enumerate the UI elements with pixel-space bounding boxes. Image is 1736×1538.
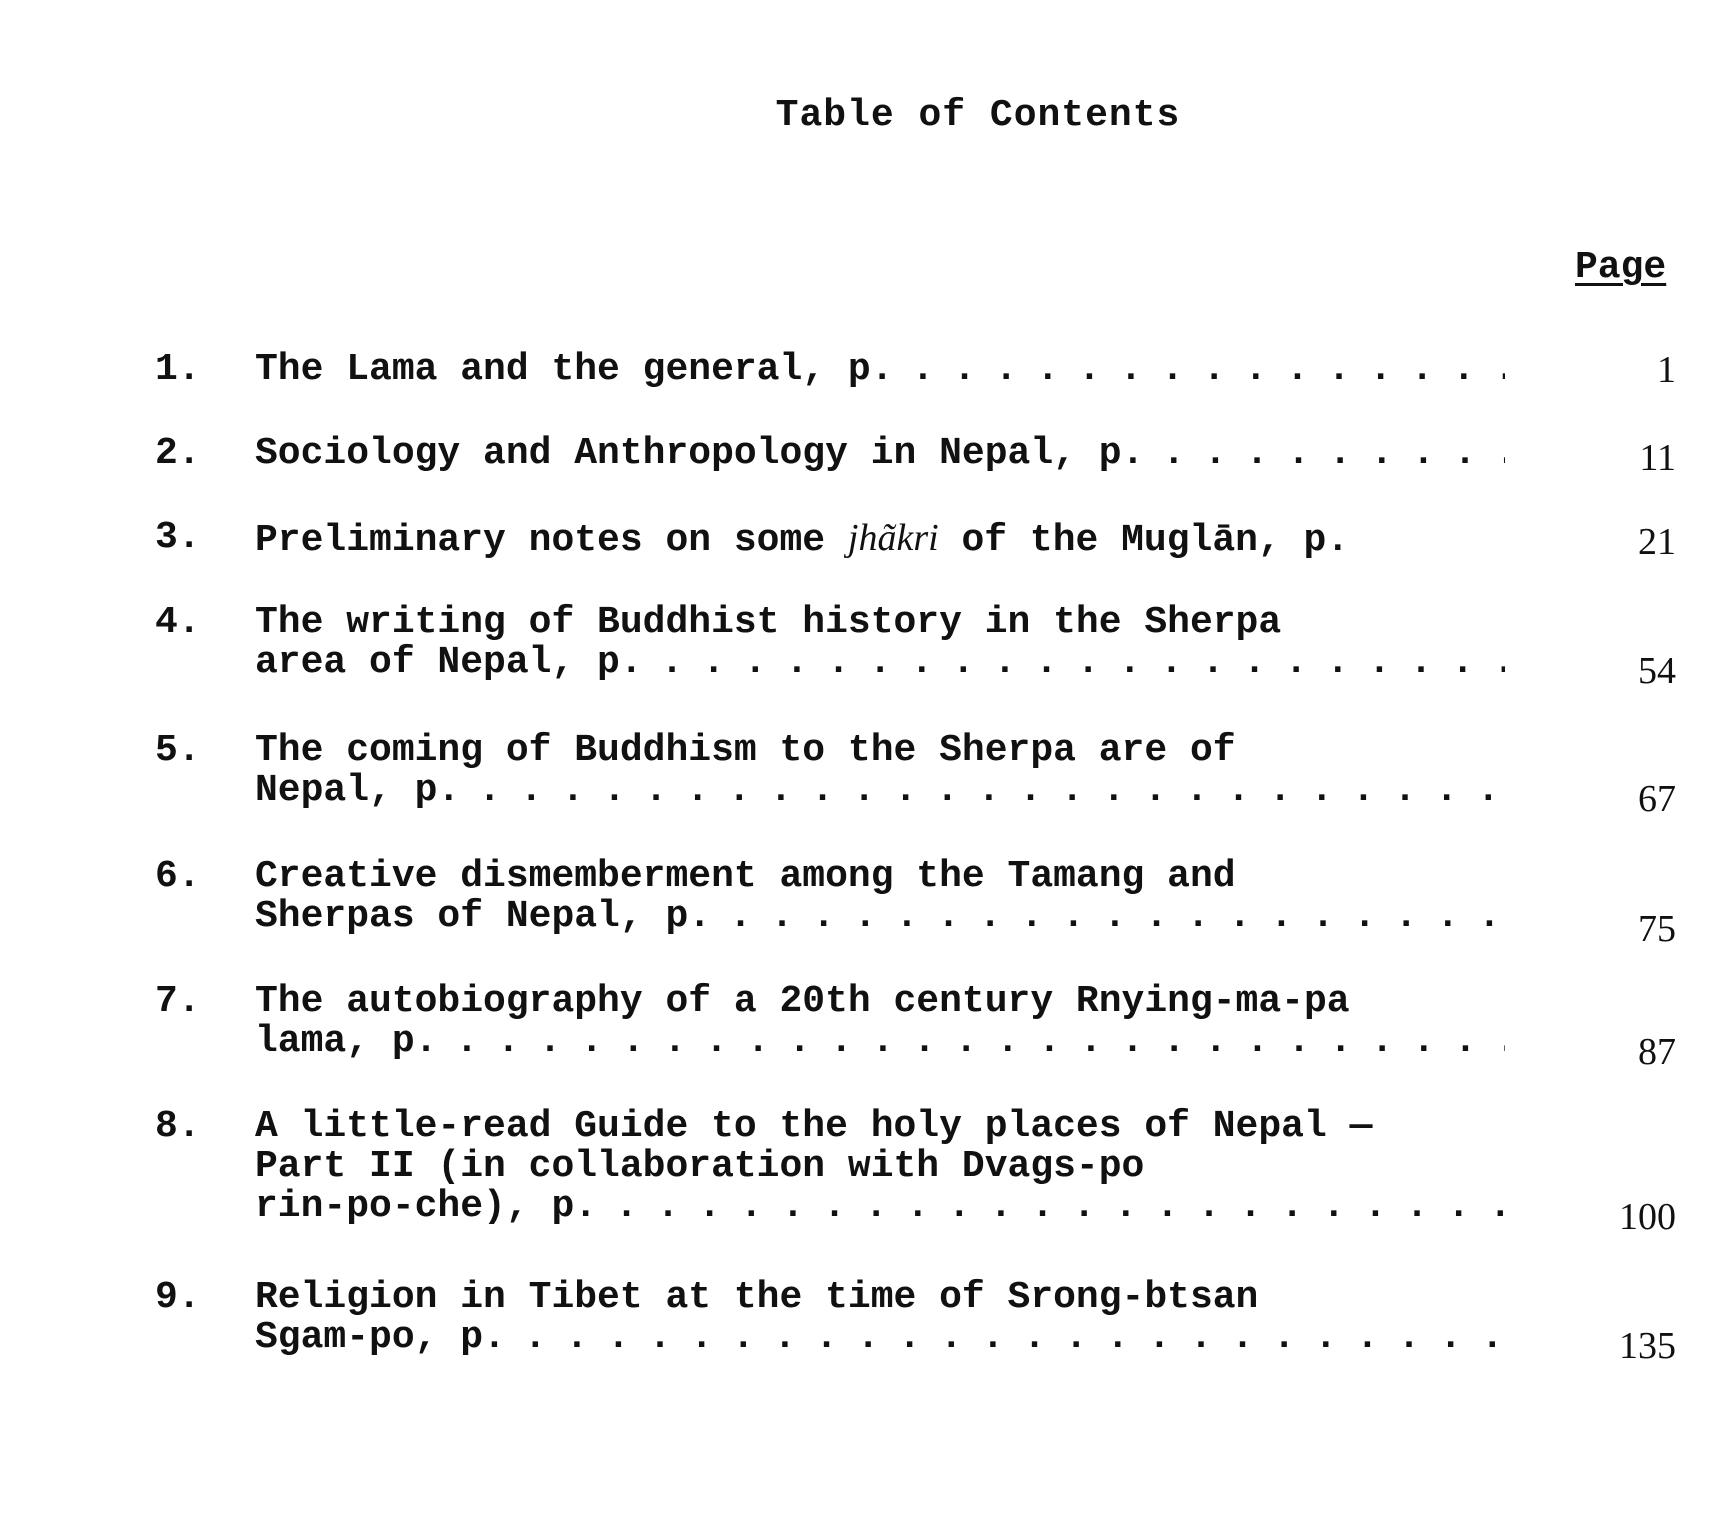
entry-title <box>255 350 1505 390</box>
entry-title-line: Sherpas of Nepal, p. <box>255 895 712 938</box>
entry-title-line: Nepal, p. <box>255 769 461 812</box>
entry-number: 2. <box>155 432 201 475</box>
entry-title-line: A little-read Guide to the holy places of Nepal — <box>255 1105 1373 1148</box>
dot-leader <box>478 771 1505 811</box>
entry-number: 5. <box>155 729 201 772</box>
page-title: Table of Contents <box>775 94 1181 137</box>
dot-leader <box>455 1022 1505 1062</box>
entry-title <box>255 731 1505 811</box>
entry-title-italic-term: jhãkri <box>847 517 939 559</box>
entry-title <box>255 857 1505 937</box>
entry-page-number: 87 <box>1638 1031 1676 1073</box>
dot-leader <box>729 897 1505 937</box>
entry-title <box>255 518 1505 561</box>
entry-title-line: area of Nepal, p. <box>255 641 643 684</box>
entry-page-number: 1 <box>1657 349 1676 391</box>
entry-title <box>255 603 1505 683</box>
dot-leader <box>524 1318 1505 1358</box>
entry-page-number: 75 <box>1638 908 1676 950</box>
entry-number: 9. <box>155 1276 201 1319</box>
dot-leader <box>615 1187 1505 1227</box>
entry-title-line: rin-po-che), p. <box>255 1185 598 1228</box>
entry-number: 8. <box>155 1105 201 1148</box>
entry-page-number: 21 <box>1638 521 1676 563</box>
entry-number: 3. <box>155 516 201 559</box>
entry-title-line: Part II (in collaboration with Dvags-po <box>255 1145 1145 1188</box>
entry-title-line: lama, p. <box>255 1020 438 1063</box>
entry-page-number: 100 <box>1619 1196 1676 1238</box>
entry-title-line: The Lama and the general, p. <box>255 348 894 391</box>
entry-number: 7. <box>155 980 201 1023</box>
entry-page-number: 54 <box>1638 650 1676 692</box>
entry-title-line: Sociology and Anthropology in Nepal, p. <box>255 432 1145 475</box>
entry-number: 6. <box>155 855 201 898</box>
entry-number: 1. <box>155 348 201 391</box>
entry-number: 4. <box>155 601 201 644</box>
entry-title-line: The coming of Buddhism to the Sherpa are of <box>255 729 1236 772</box>
entry-title-line: Religion in Tibet at the time of Srong-btsan <box>255 1276 1259 1319</box>
entry-page-number: 67 <box>1638 778 1676 820</box>
entry-page-number: 11 <box>1639 437 1676 479</box>
entry-title-line: The autobiography of a 20th century Rnying-ma-pa <box>255 980 1350 1023</box>
entry-title-post: of the Muglān, p. <box>938 519 1350 562</box>
dot-leader <box>1162 434 1505 474</box>
entry-title <box>255 1107 1505 1227</box>
entry-title-pre: Preliminary notes on some <box>255 519 848 562</box>
dot-leader <box>912 350 1505 390</box>
entry-title-line: Creative dismemberment among the Tamang and <box>255 855 1236 898</box>
entry-title-line: The writing of Buddhist history in the Sherpa <box>255 601 1282 644</box>
page-column-header: Page <box>1575 246 1667 289</box>
entry-title <box>255 434 1505 474</box>
entry-title-line: Sgam-po, p. <box>255 1316 506 1359</box>
entry-page-number: 135 <box>1619 1325 1676 1367</box>
entry-title <box>255 1278 1505 1358</box>
dot-leader <box>661 643 1505 683</box>
entry-title <box>255 982 1505 1062</box>
